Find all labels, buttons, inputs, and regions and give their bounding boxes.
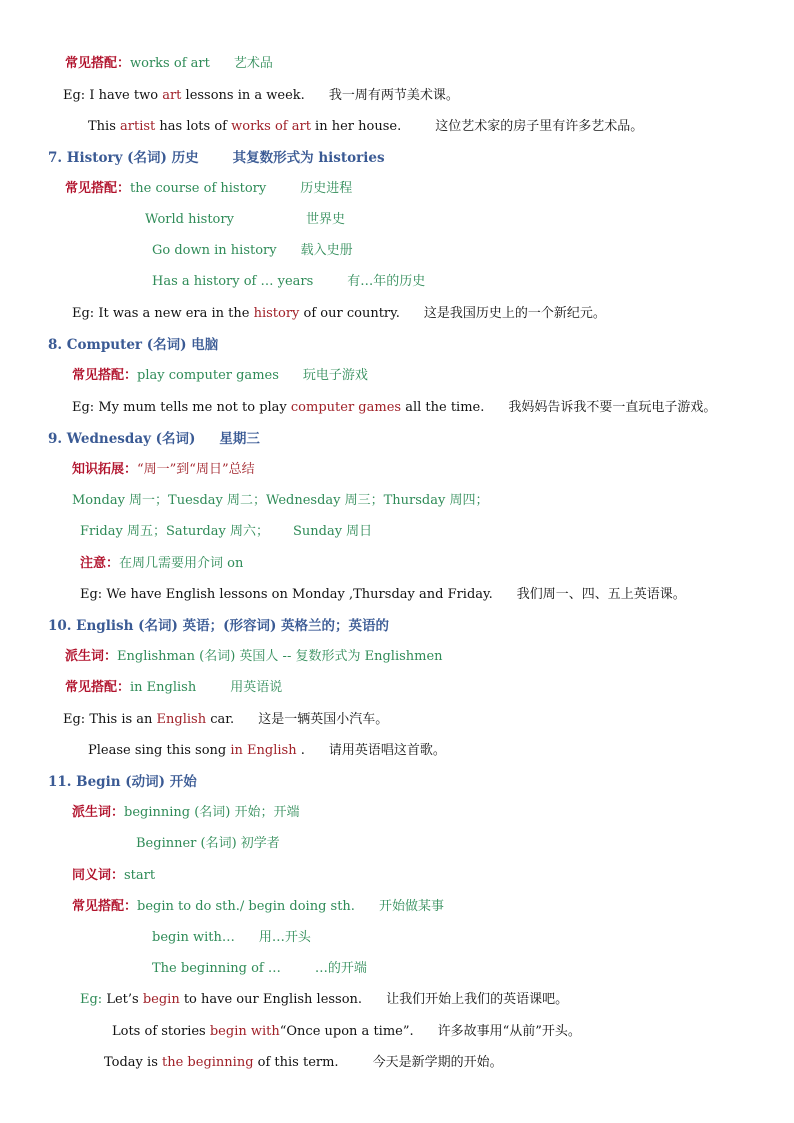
text-segment: 载入史册 (300, 243, 353, 258)
text-segment: history (253, 306, 300, 321)
text-segment: 其复数形式为 histories (232, 150, 385, 166)
text-segment: “Once upon a time”. (279, 1024, 414, 1039)
text-segment: of our country. (299, 306, 400, 321)
text-segment: Go down in history (152, 243, 277, 258)
text-line (88, 742, 446, 760)
text-segment: 注意： (80, 556, 120, 571)
text-segment: 11. Begin (动词) 开始 (48, 774, 197, 790)
text-segment: start (124, 868, 156, 883)
text-segment: has lots of (155, 119, 232, 134)
text-segment: This (88, 119, 121, 134)
text-line (80, 555, 243, 573)
text-segment: Eg: We have English lessons on Monday ,Thursday and Friday. (80, 587, 493, 602)
text-line (72, 492, 488, 510)
text-segment: 7. History (名词) 历史 (48, 150, 199, 166)
text-segment: 派生词： (72, 805, 125, 820)
text-segment: play computer games (137, 368, 279, 383)
text-line (48, 773, 197, 792)
text-line (145, 211, 345, 229)
text-segment: 我妈妈告诉我不要一直玩电子游戏。 (508, 400, 717, 415)
text-segment: Monday 周一；Tuesday 周二；Wednesday 周三；Thursday 周四； (72, 493, 489, 508)
text-segment: 艺术品 (233, 56, 273, 71)
text-line (72, 305, 606, 323)
text-line (65, 180, 352, 198)
text-segment: 我一周有两节美术课。 (328, 88, 459, 103)
text-segment: computer games (290, 400, 402, 415)
text-line (152, 242, 353, 260)
text-segment: all the time. (401, 400, 485, 415)
text-line (65, 55, 273, 73)
text-segment: 玩电子游戏 (302, 368, 368, 383)
text-segment: 8. Computer (名词) 电脑 (48, 337, 219, 353)
text-segment: art (162, 88, 182, 103)
text-segment: Eg: This is an (63, 712, 157, 727)
text-segment: Eg: (80, 992, 107, 1007)
text-segment: 9. Wednesday (名词) (48, 431, 196, 447)
text-line (80, 523, 372, 541)
text-line (88, 118, 643, 136)
text-segment: …的开端 (314, 961, 367, 976)
text-segment: Sunday 周日 (292, 524, 373, 539)
text-line (48, 430, 260, 449)
text-segment: 这是一辆英国小汽车。 (258, 712, 389, 727)
text-segment: 常见搭配： (72, 899, 138, 914)
text-segment: Today is (104, 1055, 162, 1070)
text-segment: Englishman (名词) 英国人 -- 复数形式为 Englishmen (117, 649, 443, 664)
text-segment: begin (142, 992, 180, 1007)
text-segment: Eg: My mum tells me not to play (72, 400, 291, 415)
text-segment: the course of history (130, 181, 267, 196)
text-line (72, 461, 255, 479)
text-line (72, 399, 716, 417)
text-line (152, 929, 311, 947)
text-segment: . (296, 743, 305, 758)
text-line (152, 960, 367, 978)
text-segment: of this term. (253, 1055, 339, 1070)
text-segment: to have our English lesson. (179, 992, 363, 1007)
text-segment: Friday 周五；Saturday 周六； (80, 524, 269, 539)
text-segment: 请用英语唱这首歌。 (328, 743, 446, 758)
text-segment: The beginning of … (152, 961, 281, 976)
text-segment: Eg: It was a new era in the (72, 306, 254, 321)
text-segment: 让我们开始上我们的英语课吧。 (386, 992, 569, 1007)
text-segment: English (156, 712, 207, 727)
text-segment: begin with… (152, 930, 235, 945)
text-segment: 开始做某事 (378, 899, 444, 914)
text-segment: works of art (231, 119, 311, 134)
text-segment: 用…开头 (258, 930, 311, 945)
text-segment: 在周几需要用介词 on (119, 556, 244, 571)
text-segment: 我们周一、四、五上英语课。 (516, 587, 686, 602)
text-segment: 今天是新学期的开始。 (372, 1055, 503, 1070)
text-segment: World history (145, 212, 234, 227)
text-segment: Beginner (名词) 初学者 (136, 836, 280, 851)
text-line (72, 898, 444, 916)
text-line (48, 336, 218, 355)
text-segment: 常见搭配： (65, 56, 131, 71)
text-segment: 派生词： (65, 649, 118, 664)
text-segment: 用英语说 (230, 680, 283, 695)
text-segment: Lots of stories (112, 1024, 210, 1039)
text-line (65, 679, 282, 697)
text-segment: 常见搭配： (65, 181, 131, 196)
text-line (72, 367, 368, 385)
text-segment: Has a history of … years (152, 274, 314, 289)
text-segment: 知识拓展： (72, 462, 138, 477)
text-line (48, 617, 389, 636)
text-segment: beginning (名词) 开始；开端 (124, 805, 300, 820)
text-segment: lessons in a week. (181, 88, 305, 103)
text-segment: 10. English (名词) 英语；(形容词) 英格兰的；英语的 (48, 618, 390, 634)
text-segment: Eg: I have two (63, 88, 163, 103)
text-segment: 有…年的历史 (347, 274, 426, 289)
text-segment: 这位艺术家的房子里有许多艺术品。 (435, 119, 644, 134)
text-line (80, 586, 686, 604)
text-segment: in her house. (310, 119, 402, 134)
text-segment: 星期三 (219, 431, 260, 447)
text-line (136, 835, 280, 853)
text-line (65, 648, 443, 666)
text-line (48, 149, 385, 168)
text-segment: Let’s (106, 992, 143, 1007)
text-line (112, 1023, 581, 1041)
text-segment: car. (206, 712, 235, 727)
text-segment: begin with (209, 1024, 280, 1039)
text-segment: begin to do sth./ begin doing sth. (137, 899, 355, 914)
text-segment: 同义词： (72, 868, 125, 883)
text-segment: 常见搭配： (72, 368, 138, 383)
text-segment: in English (230, 743, 297, 758)
text-line (72, 867, 155, 885)
text-line (63, 87, 459, 105)
text-line (104, 1054, 503, 1072)
text-segment: 世界史 (305, 212, 345, 227)
text-line (152, 273, 425, 291)
text-segment: 这是我国历史上的一个新纪元。 (423, 306, 606, 321)
text-segment: 历史进程 (300, 181, 353, 196)
text-segment: “周一”到“周日”总结 (137, 462, 255, 477)
text-segment: artist (120, 119, 156, 134)
text-line (72, 804, 300, 822)
text-segment: in English (130, 680, 197, 695)
text-segment: 常见搭配： (65, 680, 131, 695)
text-segment: the beginning (162, 1055, 254, 1070)
text-segment: Please sing this song (88, 743, 231, 758)
text-segment: works of art (130, 56, 210, 71)
text-segment: 许多故事用“从前”开头。 (437, 1024, 581, 1039)
text-line (80, 991, 568, 1009)
text-line (63, 711, 388, 729)
